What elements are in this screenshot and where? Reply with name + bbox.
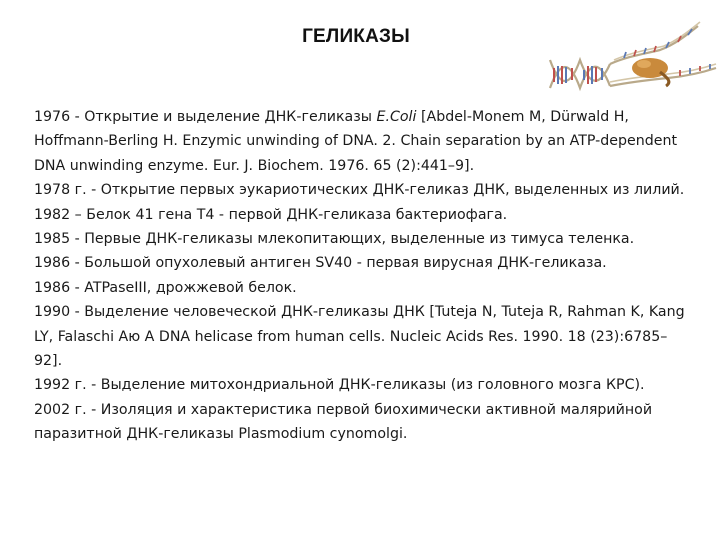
helicase-timeline: [34, 105, 694, 447]
dna-helicase-icon: [548, 20, 718, 92]
timeline-entry: 1982 – Белок 41 гена T4 - первой ДНК-геликаза бактериофага.: [34, 206, 508, 223]
page-title: ГЕЛИКАЗЫ: [302, 26, 410, 47]
species-name: E.Coli: [376, 109, 417, 125]
timeline-entry: 2002 г. - Изоляция и характеристика первой биохимически активной малярийной паразитной ДНК-геликазы Plasmodium cynomolgi.: [34, 401, 653, 443]
timeline-entry: 1990 - Выделение человеческой ДНК-геликазы ДНК [Tuteja N, Tuteja R, Rahman K, Kang LY, Falaschi Aю A DNA helicase from human cells. Nucleic Acids Res. 1990. 18 (23):6785–92].: [34, 304, 685, 370]
timeline-entry: 1985 - Первые ДНК-геликазы млекопитающих, выделенные из тимуса теленка.: [34, 231, 635, 248]
timeline-entry: 1986 - ATPaseIII, дрожжевой белок.: [34, 279, 297, 296]
timeline-entry: 1986 - Большой опухолевый антиген SV40 - первая вирусная ДНК-геликаза.: [34, 255, 607, 272]
timeline-entry: 1992 г. - Выделение митохондриальной ДНК-геликазы (из головного мозга КРС).: [34, 377, 645, 394]
timeline-entry: 1976 - Открытие и выделение ДНК-геликазы E.Coli [Abdel-Monem M, Dürwald H, Hoffmann-Berling H. Enzymic unwinding of DNA. 2. Chain separation by an ATP-dependent DNA unwinding enzyme. Eur. J. Biochem. 1976. 65 (2):441–9].: [34, 109, 678, 174]
timeline-entry: 1978 г. - Открытие первых эукариотических ДНК-геликаз ДНК, выделенных из лилий.: [34, 182, 685, 199]
